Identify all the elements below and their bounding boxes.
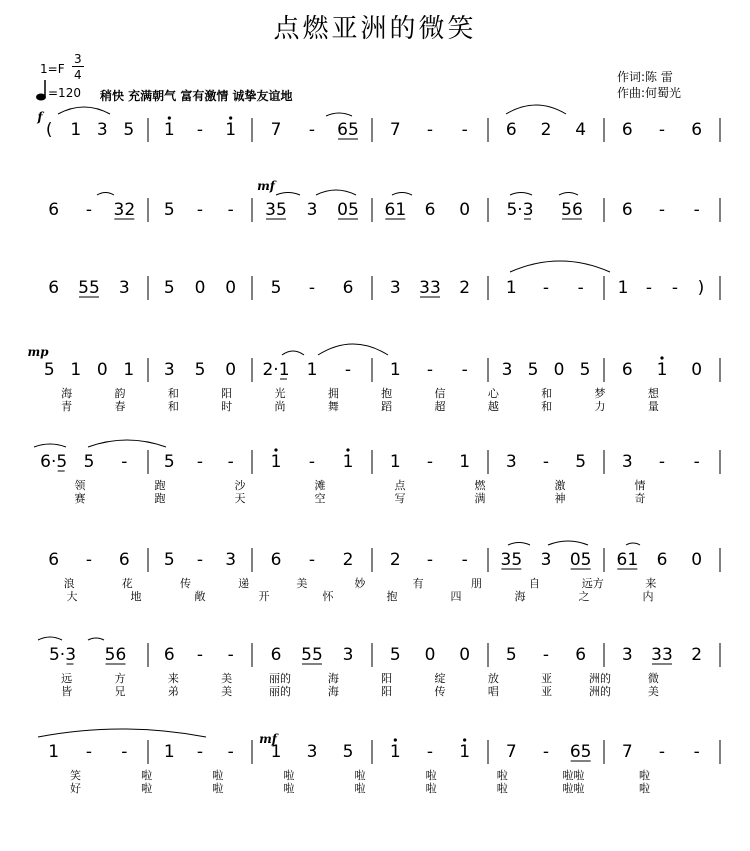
lyric-verse-1: 笑 [70,769,82,782]
note: - [196,742,204,762]
slur [276,193,300,196]
note: 0 [691,550,703,570]
note: 56 [104,645,127,665]
slur [316,190,356,195]
note: 32 [113,200,136,220]
lyric-verse-2: 传 [434,685,446,698]
note: 35 [500,550,523,570]
note: 0 [424,645,436,665]
note: 1 [163,120,175,140]
note: 3 [96,120,108,140]
lyric-verse-1: 绽 [434,672,446,685]
dynamic-marking: f [37,110,43,124]
note: 0 [225,278,237,298]
tempo-description: 稍快 充满朝气 富有激情 诚挚友谊地 [100,89,293,103]
slur [559,193,578,196]
dynamic-marking: mf [259,732,277,746]
note: 5 [579,360,591,380]
lyric-verse-2: 开 [258,590,270,603]
note: 1 [123,360,135,380]
tempo-value: =120 [48,86,81,100]
note: - [645,278,653,298]
note: 3 [306,200,318,220]
note: 05 [337,200,359,220]
lyric-verse-2: 怀 [322,590,334,603]
note: 6 [118,550,130,570]
note: 3 [118,278,130,298]
note: 5 [123,120,135,140]
note: 3 [501,360,513,380]
lyric-verse-2: 写 [394,492,406,505]
slur [38,637,62,640]
note: - [227,742,234,762]
lyric-verse-1: 啦啦 [562,769,585,782]
note: - [196,200,204,220]
lyric-verse-1: 美 [221,672,233,685]
lyric-verse-1: 阳 [221,387,233,400]
note: 3 [389,278,401,298]
note: 5 [342,742,354,762]
note: - [577,278,584,298]
note: 6 [48,200,60,220]
note: 5 [194,360,206,380]
note: 5·3 [506,200,534,220]
high-octave-dot [346,448,349,451]
note: - [426,550,434,570]
note: - [85,550,93,570]
note: 1 [306,360,318,380]
slur [34,444,66,447]
lyric-verse-2: 海 [327,685,339,698]
note: 56 [561,200,583,220]
note: - [227,645,234,665]
lyric-verse-1: 韵 [114,387,126,400]
slur [88,638,104,640]
note: 2 [389,550,401,570]
note: 35 [265,200,287,220]
lyric-verse-2: 啦 [212,782,224,795]
note: 6 [621,200,633,220]
lyric-verse-1: 和 [541,387,553,400]
note: - [693,452,700,472]
lyric-verse-2: 皆 [61,685,73,698]
note: 5 [163,452,175,472]
lyric-verse-1: 点 [394,479,406,492]
note: 3 [306,742,318,762]
lyric-verse-2: 洲的 [589,685,611,698]
lyric-verse-1: 沙 [234,479,246,492]
lyric-verse-2: 丽的 [269,685,291,698]
note: - [196,550,204,570]
note: - [461,120,468,140]
note: 6 [342,278,354,298]
note: - [196,645,204,665]
lyric-verse-1: 海 [327,672,339,685]
note: - [542,742,550,762]
note: 3 [621,452,633,472]
note: 3 [540,550,552,570]
slur [506,105,566,114]
lyric-verse-1: 自 [529,577,541,590]
note: - [308,452,316,472]
note: - [426,742,434,762]
lyric-verse-2: 青 [61,400,73,413]
lyric-verse-1: 远方 [581,577,604,590]
lyric-verse-2: 唱 [487,685,499,698]
lyric-verse-2: 满 [474,492,486,505]
note: - [658,120,666,140]
lyric-verse-1: 啦 [141,769,153,782]
note: 1 [459,742,471,762]
slur [510,261,610,272]
song-title: 点燃亚洲的微笑 [273,14,477,44]
note: 5 [163,550,175,570]
note: - [85,742,93,762]
lyric-verse-1: 啦 [496,769,508,782]
lyric-verse-2: 之 [578,590,590,603]
lyric-verse-1: 来 [645,577,657,590]
lyric-verse-2: 啦啦 [562,782,585,795]
note: 6 [163,645,175,665]
slur [626,543,640,545]
note: 5 [163,200,175,220]
lyric-verse-2: 敞 [194,590,206,603]
lyric-verse-2: 美 [221,685,233,698]
high-octave-dot [660,356,663,359]
lyric-verse-2: 奇 [634,492,646,505]
note: - [196,452,204,472]
note: 2 [540,120,552,140]
lyric-verse-2: 空 [314,492,326,505]
note: 7 [505,742,517,762]
note: 6 [424,200,436,220]
lyric-verse-2: 天 [234,492,246,505]
lyric-verse-1: 妙 [354,577,366,590]
lyric-verse-1: 心 [487,387,499,400]
note: - [693,742,700,762]
lyric-verse-2: 美 [647,685,659,698]
lyric-verse-1: 有 [412,577,424,590]
note: 65 [337,120,359,140]
note: 6 [505,120,517,140]
slur [326,113,352,116]
slur [38,729,206,737]
note: 1 [505,278,517,298]
note: ( [45,120,53,140]
lyric-verse-1: 啦 [212,769,224,782]
note: 0 [225,360,237,380]
note: - [308,120,316,140]
lyric-verse-2: 跑 [154,492,166,505]
lyric-verse-2: 时 [221,400,233,413]
lyric-verse-2: 量 [647,400,659,413]
note: 6 [621,120,633,140]
note: 05 [569,550,592,570]
lyric-verse-1: 方 [114,672,126,685]
note: 0 [553,360,565,380]
lyric-verse-2: 赛 [74,492,86,505]
note: 6·5 [40,452,68,472]
time-signature-top: 3 [74,52,82,66]
lyricist-credit: 作词:陈 雷 [617,70,673,84]
lyric-verse-2: 和 [541,400,553,413]
lyric-verse-1: 阳 [381,672,393,685]
note: 2 [459,278,471,298]
note: - [85,200,93,220]
note: - [461,550,468,570]
lyric-verse-1: 和 [167,387,179,400]
note: 0 [194,278,206,298]
lyric-verse-1: 啦 [638,769,650,782]
note: - [693,200,700,220]
note: 1 [163,742,175,762]
slur [510,193,532,196]
slur [88,440,166,447]
lyric-verse-1: 洲的 [589,672,611,685]
lyric-verse-2: 啦 [141,782,153,795]
note: - [227,452,234,472]
note: 2 [691,645,703,665]
note: 1 [342,452,354,472]
dynamic-marking: mf [257,179,275,193]
note: 5 [43,360,55,380]
time-signature-bottom: 4 [74,68,82,82]
lyric-verse-1: 微 [647,672,659,685]
note: 0 [96,360,108,380]
lyric-verse-1: 亚 [541,672,553,685]
high-octave-dot [229,116,232,119]
lyric-verse-1: 信 [434,387,446,400]
note: - [426,452,434,472]
note: - [344,360,352,380]
slur [508,543,530,546]
note: 6 [48,550,60,570]
note: - [426,360,434,380]
lyric-verse-2: 啦 [283,782,295,795]
composer-credit: 作曲:何蜀光 [617,86,682,100]
note: 3 [163,360,175,380]
lyric-verse-1: 啦 [283,769,295,782]
note: - [658,200,666,220]
note: - [308,278,316,298]
slur [282,351,304,355]
lyric-verse-2: 兄 [114,685,126,698]
slur [97,193,114,196]
note: 1 [225,120,237,140]
note: 5 [505,645,517,665]
note: 33 [419,278,441,298]
note: - [121,742,128,762]
note: 65 [569,742,592,762]
note: - [658,452,666,472]
note: 5·3 [48,645,77,665]
note: 7 [389,120,401,140]
note: 4 [575,120,587,140]
note: 5 [270,278,282,298]
lyric-verse-2: 大 [66,590,78,603]
note: 6 [575,645,587,665]
note: 1 [70,360,82,380]
note: 5 [83,452,95,472]
note: 1 [459,452,471,472]
dynamic-marking: mp [27,345,49,359]
note: 6 [270,550,282,570]
lyric-verse-1: 来 [167,672,179,685]
note: 1 [48,742,60,762]
note: 3 [342,645,354,665]
lyric-verse-2: 力 [594,400,606,413]
note: 2·1 [262,360,290,380]
note: 0 [459,200,471,220]
lyric-verse-1: 滩 [314,479,326,492]
note: 7 [270,120,282,140]
note: 1 [70,120,82,140]
note: 1 [389,742,401,762]
note: 6 [48,278,60,298]
lyric-verse-2: 越 [487,400,499,413]
note: 7 [621,742,633,762]
note: 5 [527,360,539,380]
lyric-verse-2: 亚 [541,685,553,698]
lyric-verse-2: 和 [167,400,179,413]
lyric-verse-1: 情 [634,479,646,492]
high-octave-dot [168,116,171,119]
note: - [308,550,316,570]
lyric-verse-1: 啦 [425,769,437,782]
lyric-verse-1: 想 [647,387,659,400]
lyric-verse-1: 海 [61,387,73,400]
lyric-verse-1: 拥 [327,387,339,400]
note: ) [697,278,705,298]
lyric-verse-2: 啦 [354,782,366,795]
lyric-verse-1: 美 [296,577,308,590]
note: 6 [691,120,703,140]
lyric-verse-2: 好 [70,782,82,795]
lyric-verse-2: 蹈 [381,400,393,413]
note: 0 [691,360,703,380]
lyric-verse-1: 抱 [381,387,393,400]
note: 1 [270,742,282,762]
note: 5 [575,452,587,472]
lyric-verse-2: 神 [554,492,566,505]
lyric-verse-2: 超 [434,400,446,413]
note: - [542,278,550,298]
note: 61 [616,550,639,570]
lyric-verse-2: 尚 [274,400,286,413]
lyric-verse-1: 远 [61,672,73,685]
lyric-verse-1: 梦 [594,387,606,400]
lyric-verse-2: 春 [114,400,126,413]
note: - [426,120,434,140]
note: 3 [505,452,517,472]
lyric-verse-2: 海 [514,590,526,603]
key-signature: 1=F [40,62,65,76]
lyric-verse-2: 抱 [386,590,398,603]
note: 55 [78,278,100,298]
lyric-verse-2: 四 [450,590,462,603]
note: 5 [163,278,175,298]
lyric-verse-1: 浪 [63,577,75,590]
note: 1 [389,360,401,380]
lyric-verse-2: 阳 [381,685,393,698]
note: - [542,645,550,665]
lyric-verse-1: 放 [487,672,499,685]
note: 3 [621,645,633,665]
lyric-verse-2: 舞 [327,400,339,413]
note: 5 [389,645,401,665]
note: 1 [617,278,629,298]
high-octave-dot [274,448,277,451]
lyric-verse-2: 内 [642,590,654,603]
lyric-verse-2: 弟 [167,685,179,698]
lyric-verse-1: 丽的 [269,672,291,685]
note: 6 [270,645,282,665]
note: 55 [301,645,323,665]
note: - [542,452,550,472]
slur [318,344,388,355]
lyric-verse-2: 地 [130,590,142,603]
lyric-verse-1: 传 [179,577,191,590]
lyric-verse-2: 啦 [496,782,508,795]
lyric-verse-1: 啦 [354,769,366,782]
note: 3 [225,550,237,570]
note: 1 [656,360,668,380]
lyric-verse-1: 激 [554,479,566,492]
high-octave-dot [394,738,397,741]
note: - [658,742,666,762]
note: 1 [389,452,401,472]
lyric-verse-1: 递 [238,577,250,590]
note: - [196,120,204,140]
note: 1 [270,452,282,472]
note: 61 [384,200,407,220]
slur [548,541,588,545]
slur [58,107,110,114]
note: 6 [621,360,633,380]
note: - [121,452,128,472]
lyric-verse-1: 跑 [154,479,166,492]
lyric-verse-1: 朋 [470,577,482,590]
lyric-verse-2: 啦 [425,782,437,795]
lyric-verse-2: 啦 [638,782,650,795]
note: - [671,278,679,298]
lyric-verse-1: 花 [121,577,133,590]
high-octave-dot [463,738,466,741]
note: 0 [459,645,471,665]
note: 33 [651,645,673,665]
lyric-verse-1: 领 [74,479,86,492]
note: - [461,360,468,380]
note: - [227,200,234,220]
note: 2 [342,550,354,570]
note: 6 [656,550,668,570]
slur [392,193,412,196]
lyric-verse-1: 光 [274,387,286,400]
lyric-verse-1: 燃 [474,479,486,492]
